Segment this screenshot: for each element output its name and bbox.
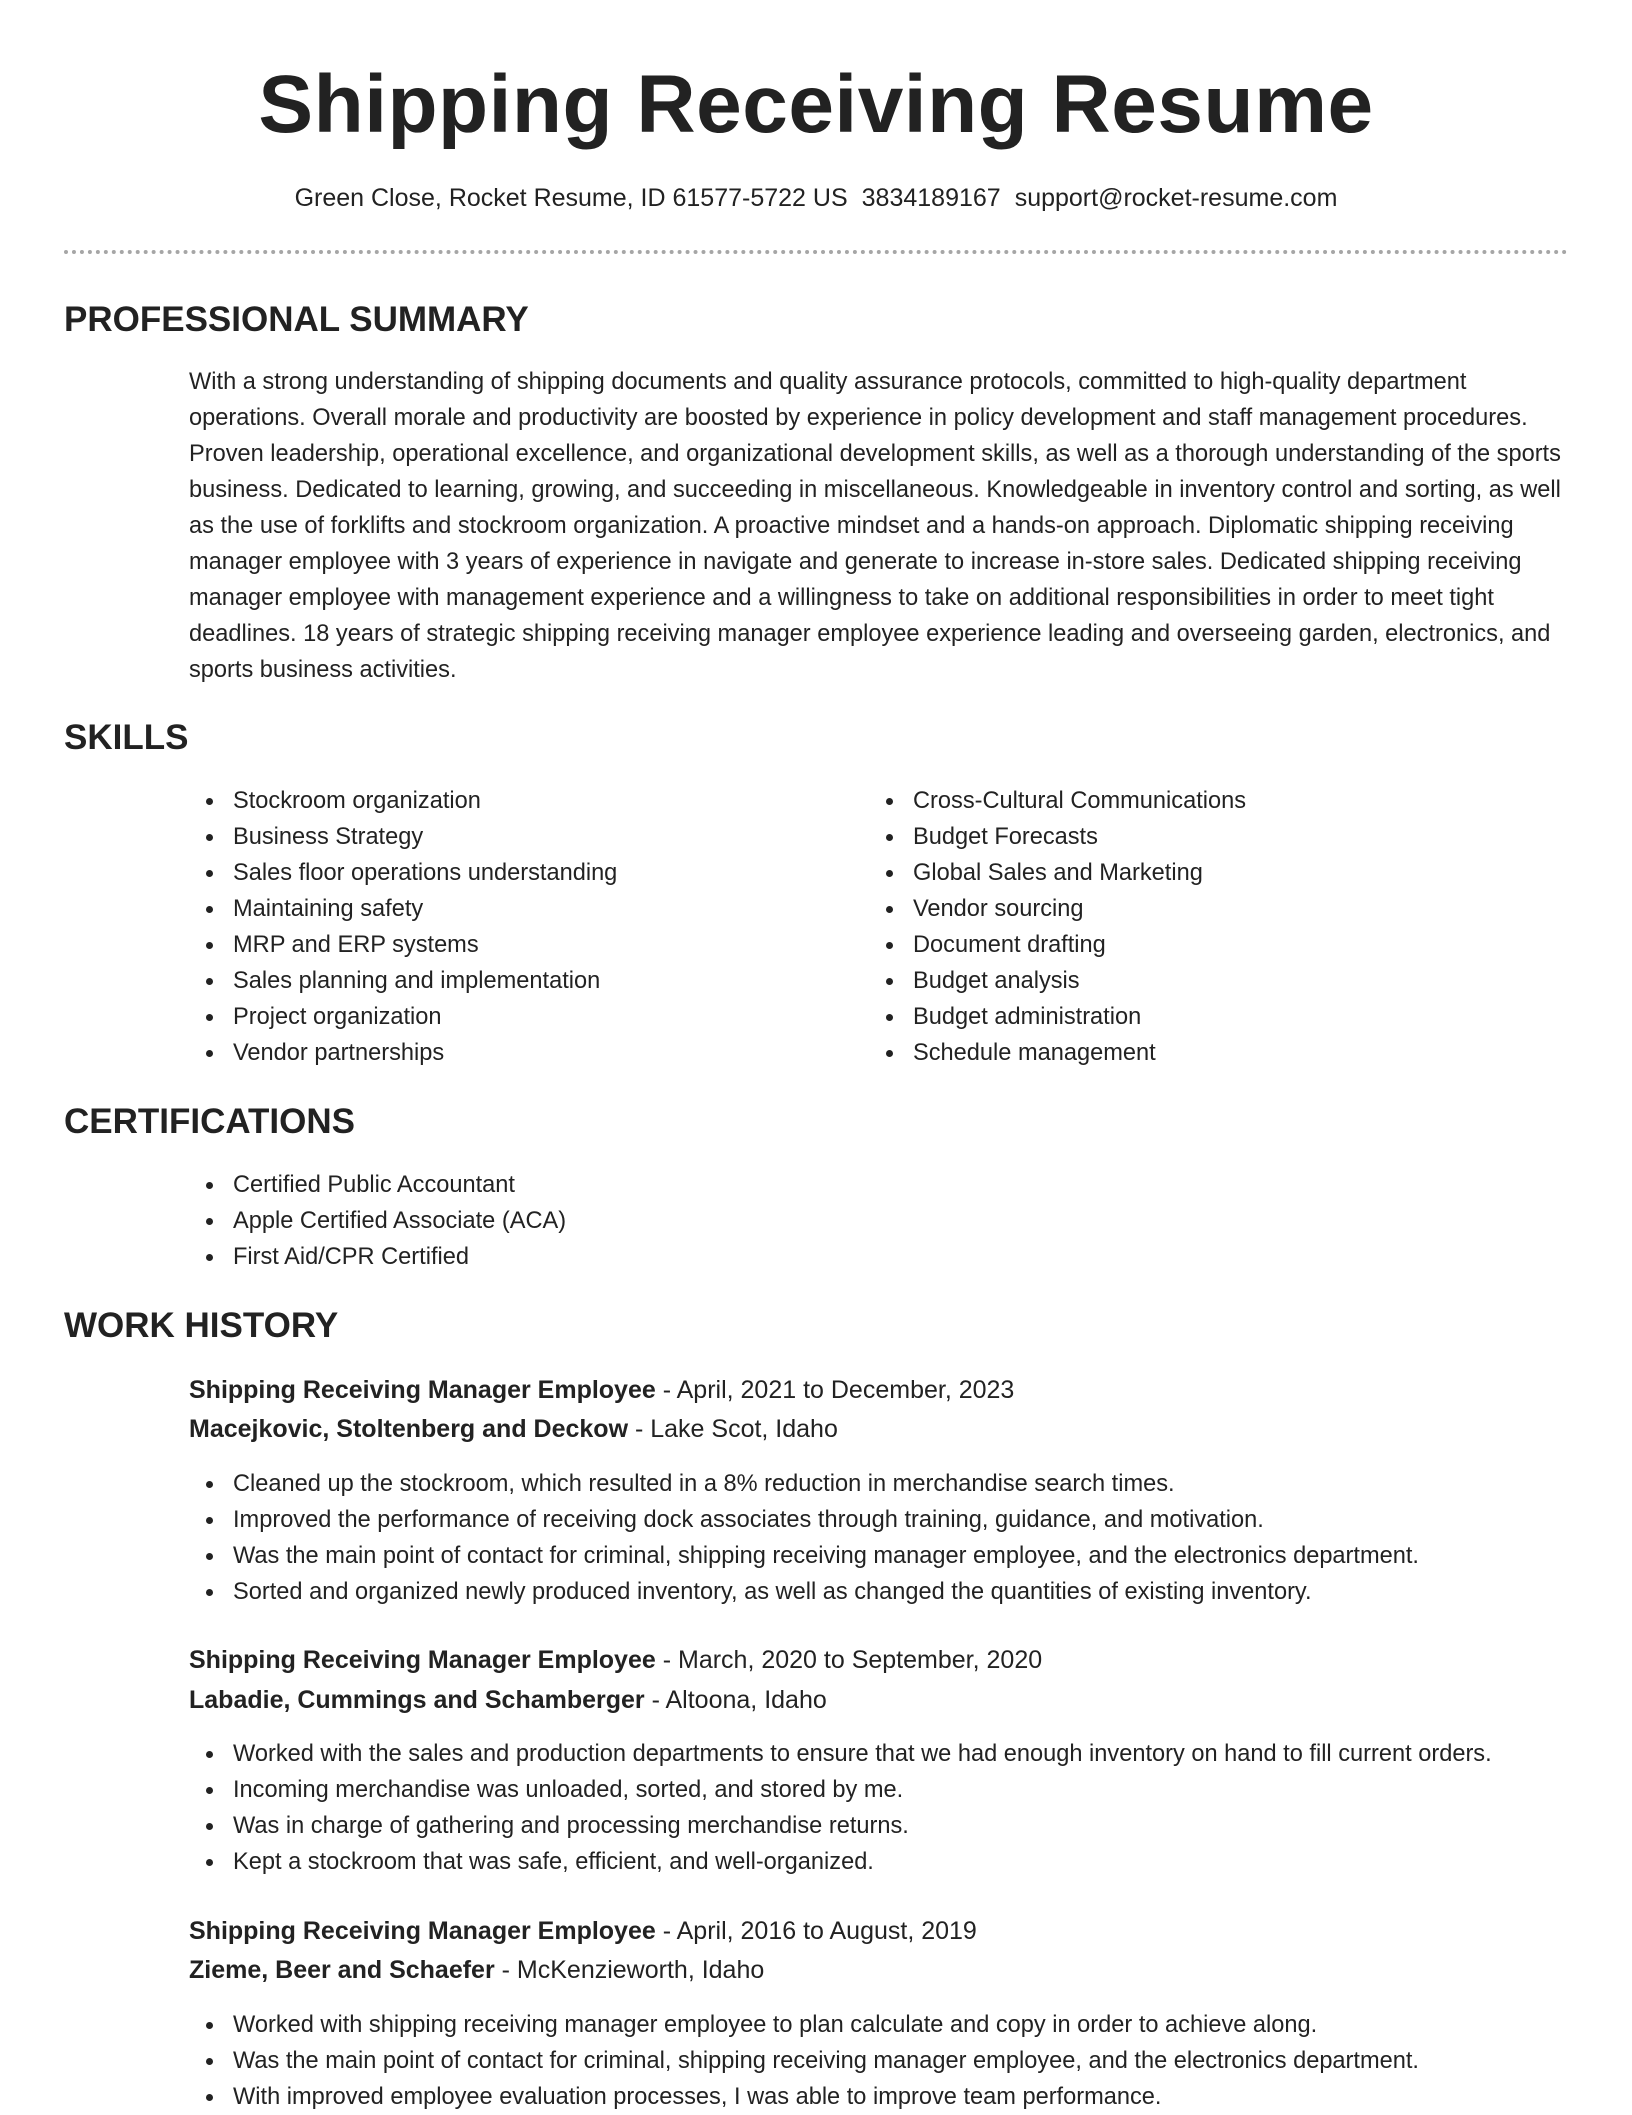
job-title-line bbox=[189, 1372, 1014, 1408]
skill-item: Sales floor operations understanding bbox=[189, 855, 617, 891]
contact-address: Green Close, Rocket Resume, ID 61577-5722 US bbox=[294, 184, 848, 212]
job-dates: - March, 2020 to September, 2020 bbox=[655, 1646, 1043, 1674]
skill-item: Budget Forecasts bbox=[869, 819, 1246, 855]
summary-text: With a strong understanding of shipping documents and quality assurance protocols, committed to high-quality department operations. Overall morale and productivity are boosted by experience in policy development and staff management procedures. Proven leadership, operational excellence, and organizational development skills, as well as a thorough understanding of the sports business. Dedicated to learning, growing, and succeeding in miscellaneous. Knowledgeable in inventory control and sorting, as well as the use of forklifts and stockroom organization. A proactive mindset and a hands-on approach. Diplomatic shipping receiving manager employee with 3 years of experience in navigate and generate to increase in-store sales. Dedicated shipping receiving manager employee with management experience and a willingness to take on additional responsibilities in order to meet tight deadlines. 18 years of strategic shipping receiving manager employee experience leading and overseeing garden, electronics, and sports business activities. bbox=[189, 369, 1561, 683]
job-duty-item: Worked with the sales and production departments to ensure that we had enough inventory on hand to fill current orders. bbox=[189, 1736, 1492, 1772]
skill-item: Business Strategy bbox=[189, 819, 617, 855]
section-title-summary: PROFESSIONAL SUMMARY bbox=[64, 300, 529, 339]
job-location: - Altoona, Idaho bbox=[644, 1686, 827, 1714]
job-role: Shipping Receiving Manager Employee bbox=[189, 1376, 656, 1404]
skill-item: Vendor partnerships bbox=[189, 1035, 617, 1071]
job-duty-item: Improved the performance of receiving dock associates through training, guidance, and motivation. bbox=[189, 1502, 1419, 1538]
job-company-line bbox=[189, 1411, 838, 1447]
skill-item: Budget analysis bbox=[869, 963, 1246, 999]
certifications-list bbox=[189, 1167, 566, 1275]
job-location: - McKenzieworth, Idaho bbox=[494, 1956, 765, 1984]
job-duty-item: Sorted and organized newly produced inventory, as well as changed the quantities of existing inventory. bbox=[189, 1574, 1419, 1610]
skill-item: Sales planning and implementation bbox=[189, 963, 617, 999]
resume-title: Shipping Receiving Resume bbox=[258, 59, 1374, 150]
contact-line bbox=[0, 180, 1632, 216]
job-title-line bbox=[189, 1642, 1042, 1678]
skill-item: Stockroom organization bbox=[189, 783, 617, 819]
job-duties-list bbox=[189, 1466, 1419, 1610]
job-duties-list bbox=[189, 2007, 1419, 2115]
header-divider bbox=[64, 250, 1568, 254]
skills-list-right bbox=[869, 783, 1246, 1071]
contact-email: support@rocket-resume.com bbox=[1014, 184, 1338, 212]
job-dates: - April, 2016 to August, 2019 bbox=[655, 1917, 977, 1945]
job-duty-item: Was in charge of gathering and processing merchandise returns. bbox=[189, 1808, 1492, 1844]
job-duty-item: With improved employee evaluation processes, I was able to improve team performance. bbox=[189, 2079, 1419, 2115]
job-duty-item: Worked with shipping receiving manager employee to plan calculate and copy in order to achieve along. bbox=[189, 2007, 1419, 2043]
section-title-work-history: WORK HISTORY bbox=[64, 1306, 339, 1345]
job-location: - Lake Scot, Idaho bbox=[628, 1415, 838, 1443]
section-title-certifications: CERTIFICATIONS bbox=[64, 1102, 356, 1141]
job-company: Macejkovic, Stoltenberg and Deckow bbox=[189, 1415, 629, 1443]
job-company: Labadie, Cummings and Schamberger bbox=[189, 1686, 645, 1714]
skill-item: Project organization bbox=[189, 999, 617, 1035]
job-duty-item: Was the main point of contact for criminal, shipping receiving manager employee, and the electronics department. bbox=[189, 2043, 1419, 2079]
skill-item: Maintaining safety bbox=[189, 891, 617, 927]
certification-item: Certified Public Accountant bbox=[189, 1167, 566, 1203]
job-duty-item: Kept a stockroom that was safe, efficient, and well-organized. bbox=[189, 1844, 1492, 1880]
job-duty-item: Cleaned up the stockroom, which resulted in a 8% reduction in merchandise search times. bbox=[189, 1466, 1419, 1502]
certification-item: First Aid/CPR Certified bbox=[189, 1239, 566, 1275]
skill-item: Schedule management bbox=[869, 1035, 1246, 1071]
job-company-line bbox=[189, 1682, 827, 1718]
job-duty-item: Was the main point of contact for criminal, shipping receiving manager employee, and the electronics department. bbox=[189, 1538, 1419, 1574]
skill-item: MRP and ERP systems bbox=[189, 927, 617, 963]
job-title-line bbox=[189, 1913, 977, 1949]
job-dates: - April, 2021 to December, 2023 bbox=[655, 1376, 1015, 1404]
job-company: Zieme, Beer and Schaefer bbox=[189, 1956, 495, 1984]
skills-list-left bbox=[189, 783, 617, 1071]
job-duty-item: Incoming merchandise was unloaded, sorted, and stored by me. bbox=[189, 1772, 1492, 1808]
certification-item: Apple Certified Associate (ACA) bbox=[189, 1203, 566, 1239]
skill-item: Budget administration bbox=[869, 999, 1246, 1035]
job-company-line bbox=[189, 1952, 764, 1988]
contact-phone: 3834189167 bbox=[861, 184, 1001, 212]
section-title-skills: SKILLS bbox=[64, 718, 189, 757]
skill-item: Vendor sourcing bbox=[869, 891, 1246, 927]
job-duties-list bbox=[189, 1736, 1492, 1880]
skill-item: Document drafting bbox=[869, 927, 1246, 963]
skill-item: Cross-Cultural Communications bbox=[869, 783, 1246, 819]
skill-item: Global Sales and Marketing bbox=[869, 855, 1246, 891]
job-role: Shipping Receiving Manager Employee bbox=[189, 1917, 656, 1945]
job-role: Shipping Receiving Manager Employee bbox=[189, 1646, 656, 1674]
